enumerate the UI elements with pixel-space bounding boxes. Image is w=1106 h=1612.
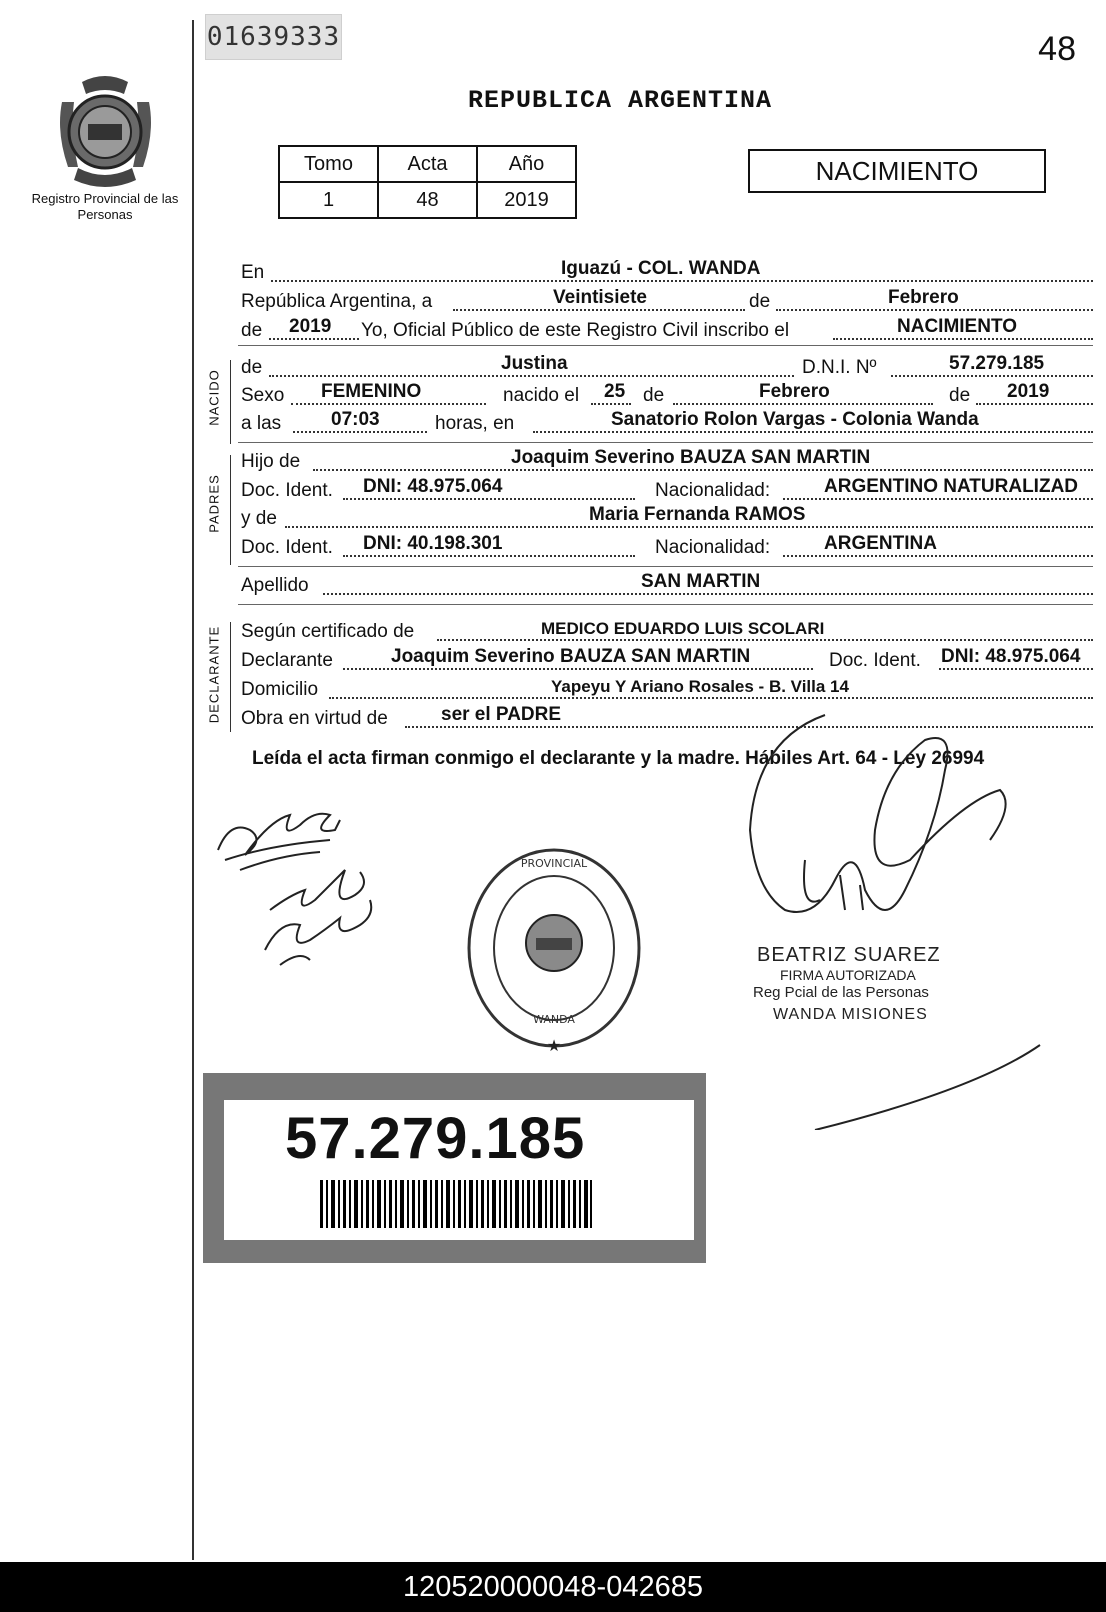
label-apellido: Apellido bbox=[241, 575, 309, 596]
value-sexo: FEMENINO bbox=[321, 381, 422, 402]
official-line2: Reg Pcial de las Personas bbox=[753, 984, 929, 1001]
closing-statement: Leída el acta firman conmigo el declarante y la madre. Hábiles Art. 64 - Ley 26994 bbox=[252, 748, 985, 769]
serial-number: 01639333 bbox=[205, 14, 342, 60]
value-domicilio: Yapeyu Y Ariano Rosales - B. Villa 14 bbox=[551, 677, 849, 696]
page-number: 48 bbox=[1038, 30, 1076, 68]
label-doc-ident-madre: Doc. Ident. bbox=[241, 537, 333, 558]
margin-line bbox=[192, 20, 194, 1560]
label-y-de: y de bbox=[241, 508, 277, 529]
label-de3: de bbox=[949, 385, 971, 406]
province-seal-logo bbox=[48, 72, 163, 190]
svg-text:★: ★ bbox=[546, 1036, 562, 1055]
registry-value-acta: 48 bbox=[378, 182, 477, 218]
row-sexo bbox=[241, 381, 1093, 407]
value-mes-nac: Febrero bbox=[759, 381, 830, 402]
label-de-name: de bbox=[241, 357, 263, 378]
official-line3: WANDA MISIONES bbox=[773, 1006, 928, 1023]
label-de: de bbox=[749, 291, 771, 312]
row-apellido bbox=[241, 571, 1093, 597]
label-hijo-de: Hijo de bbox=[241, 451, 301, 472]
label-nacionalidad-madre: Nacionalidad: bbox=[655, 537, 771, 558]
official-signature-mark bbox=[745, 710, 1045, 1130]
value-padre-nac: ARGENTINO NATURALIZAD bbox=[824, 476, 1079, 497]
label-en: En bbox=[241, 262, 265, 283]
side-label-declarante: DECLARANTE bbox=[206, 625, 222, 724]
label-declarante: Declarante bbox=[241, 650, 333, 671]
value-madre-doc: DNI: 40.198.301 bbox=[363, 533, 503, 554]
footer-code: 120520000048-042685 bbox=[0, 1562, 1106, 1612]
act-type-box: NACIMIENTO bbox=[748, 149, 1046, 193]
row-domicilio bbox=[241, 679, 1093, 701]
registry-header-anio: Año bbox=[477, 146, 576, 182]
side-label-nacido: NACIDO bbox=[206, 369, 222, 426]
row-certificado bbox=[241, 621, 1093, 643]
svg-text:PROVINCIAL: PROVINCIAL bbox=[520, 857, 588, 870]
value-certificado: MEDICO EDUARDO LUIS SCOLARI bbox=[541, 619, 825, 638]
label-de-year: de bbox=[241, 320, 263, 341]
side-label-padres: PADRES bbox=[206, 474, 222, 533]
value-anio-inscripcion: 2019 bbox=[289, 316, 332, 337]
value-mes-inscripcion: Febrero bbox=[888, 287, 959, 308]
svg-text:WANDA: WANDA bbox=[533, 1013, 575, 1026]
value-declarante-doc: DNI: 48.975.064 bbox=[941, 646, 1081, 667]
row-padre bbox=[241, 447, 1093, 473]
value-dia-inscripcion: Veintisiete bbox=[553, 287, 647, 308]
dni-stamp-number: 57.279.185 bbox=[285, 1106, 586, 1171]
value-lugar: Iguazú - COL. WANDA bbox=[561, 258, 761, 279]
value-declarante: Joaquim Severino BAUZA SAN MARTIN bbox=[391, 646, 751, 667]
label-nacido: nacido el bbox=[503, 385, 580, 406]
label-nacionalidad-padre: Nacionalidad: bbox=[655, 480, 771, 501]
value-dia-nac: 25 bbox=[604, 381, 626, 402]
label-a-las: a las bbox=[241, 413, 282, 434]
value-hora: 07:03 bbox=[331, 409, 380, 430]
registry-header-tomo: Tomo bbox=[279, 146, 378, 182]
value-madre: Maria Fernanda RAMOS bbox=[589, 504, 806, 525]
registry-value-tomo: 1 bbox=[279, 182, 378, 218]
value-lugar-nac: Sanatorio Rolon Vargas - Colonia Wanda bbox=[611, 409, 979, 430]
logo-caption: Registro Provincial de las Personas bbox=[31, 191, 179, 222]
label-doc-ident-padre: Doc. Ident. bbox=[241, 480, 333, 501]
official-name: BEATRIZ SUAREZ bbox=[757, 944, 941, 966]
label-declarante-doc: Doc. Ident. bbox=[829, 650, 921, 671]
registry-table bbox=[278, 145, 577, 219]
row-lugar bbox=[241, 258, 1093, 284]
label-dni: D.N.I. Nº bbox=[802, 357, 877, 378]
label-domicilio: Domicilio bbox=[241, 679, 319, 700]
declarant-signatures bbox=[210, 800, 400, 990]
label-republica: República Argentina, a bbox=[241, 291, 433, 312]
row-oficial bbox=[241, 316, 1093, 342]
label-sexo: Sexo bbox=[241, 385, 285, 406]
row-madre-doc bbox=[241, 533, 1093, 559]
label-oficial: Yo, Oficial Público de este Registro Civil inscribo el bbox=[361, 320, 790, 341]
value-dni: 57.279.185 bbox=[949, 353, 1045, 374]
row-nombre bbox=[241, 353, 1093, 379]
document-title: REPUBLICA ARGENTINA bbox=[468, 86, 773, 115]
label-horas: horas, en bbox=[435, 413, 515, 434]
row-hora bbox=[241, 409, 1093, 435]
barcode bbox=[320, 1180, 592, 1228]
official-line1: FIRMA AUTORIZADA bbox=[780, 967, 916, 983]
value-nombre: Justina bbox=[501, 353, 568, 374]
round-delegation-stamp bbox=[462, 843, 646, 1063]
value-madre-nac: ARGENTINA bbox=[824, 533, 937, 554]
value-acto: NACIMIENTO bbox=[897, 316, 1017, 337]
registry-value-anio: 2019 bbox=[477, 182, 576, 218]
row-madre bbox=[241, 504, 1093, 530]
row-padre-doc bbox=[241, 476, 1093, 502]
row-declarante bbox=[241, 646, 1093, 672]
value-obra: ser el PADRE bbox=[441, 704, 562, 725]
value-padre: Joaquim Severino BAUZA SAN MARTIN bbox=[511, 447, 871, 468]
value-padre-doc: DNI: 48.975.064 bbox=[363, 476, 503, 497]
registry-header-acta: Acta bbox=[378, 146, 477, 182]
value-anio-nac: 2019 bbox=[1007, 381, 1050, 402]
label-segun: Según certificado de bbox=[241, 621, 415, 642]
row-fecha bbox=[241, 287, 1093, 313]
label-obra: Obra en virtud de bbox=[241, 708, 388, 729]
label-de2: de bbox=[643, 385, 665, 406]
value-apellido: SAN MARTIN bbox=[641, 571, 761, 592]
